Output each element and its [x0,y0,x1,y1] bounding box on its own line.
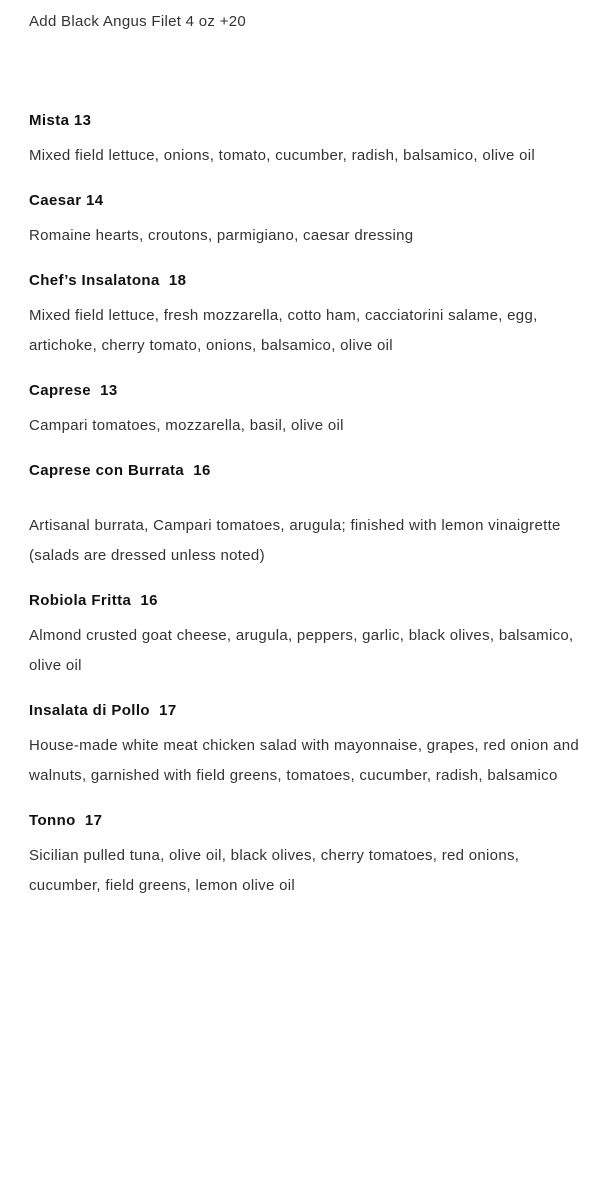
menu-item-insalata-di-pollo [29,701,589,791]
salad-menu-list [29,111,589,921]
menu-item-caprese [29,381,589,441]
addon-text: Add Black Angus Filet 4 oz +20 [29,13,247,30]
menu-item-title: Mista 13 [29,112,92,129]
menu-item-chefs-insalatona [29,271,589,361]
menu-item-description: Almond crusted goat cheese, arugula, peppers, garlic, black olives, balsamico, olive oil [29,627,574,674]
menu-item-description: Mixed field lettuce, fresh mozzarella, cotto ham, cacciatorini salame, egg, artichoke, cherry tomato, onions, balsamico, olive oil [29,307,538,354]
menu-item-title: Caesar 14 [29,192,104,209]
menu-item-caprese-con-burrata [29,461,589,571]
menu-item-description: Sicilian pulled tuna, olive oil, black olives, cherry tomatoes, red onions, cucumber, field greens, lemon olive oil [29,847,520,894]
menu-item-description: Mixed field lettuce, onions, tomato, cucumber, radish, balsamico, olive oil [29,147,536,164]
menu-item-mista [29,111,589,171]
menu-item-title: Caprese con Burrata 16 [29,462,211,479]
menu-item-title: Caprese 13 [29,382,118,399]
menu-item-description: Campari tomatoes, mozzarella, basil, olive oil [29,417,344,434]
menu-item-title: Chef’s Insalatona 18 [29,272,187,289]
menu-item-description: House-made white meat chicken salad with mayonnaise, grapes, red onion and walnuts, garnished with field greens, tomatoes, cucumber, radish, balsamico [29,737,579,784]
menu-item-title: Insalata di Pollo 17 [29,702,177,719]
menu-item-title: Robiola Fritta 16 [29,592,158,609]
menu-item-caesar [29,191,589,251]
menu-item-robiola-fritta [29,591,589,681]
menu-item-description: Romaine hearts, croutons, parmigiano, caesar dressing [29,227,414,244]
menu-item-title: Tonno 17 [29,812,103,829]
menu-item-description: Artisanal burrata, Campari tomatoes, arugula; finished with lemon vinaigrette (salads are dressed unless noted) [29,517,561,564]
menu-item-tonno [29,811,589,901]
